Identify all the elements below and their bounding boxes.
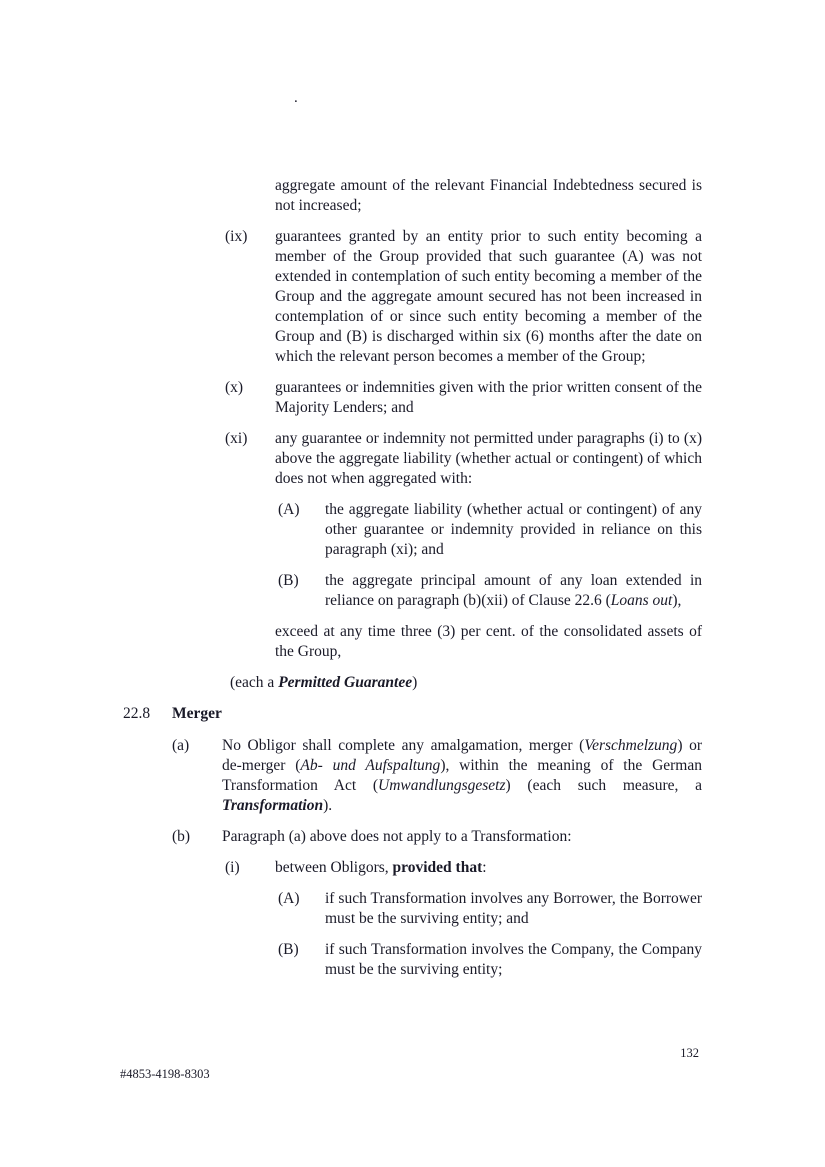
list-item-xi-text: any guarantee or indemnity not permitted under paragraphs (i) to (x) above the aggregate liability (whether actual or contingent) of which does not when aggregated with: (275, 430, 702, 487)
text-segment: ) (412, 674, 418, 691)
defined-term-line (230, 673, 702, 693)
text-segment: ), (672, 592, 682, 609)
section-heading (123, 704, 702, 724)
list-item-ix (225, 227, 702, 367)
text-segment: Umwandlungsgesetz (378, 777, 506, 794)
section-number: 22.8 (123, 705, 151, 722)
list-marker-i-B: (B) (278, 941, 299, 958)
list-item-xi-A-text: the aggregate liability (whether actual or contingent) of any other guarantee or indemnity provided in reliance on this paragraph (xi); and (325, 501, 702, 558)
paragraph-b-marker: (b) (172, 828, 191, 845)
document-content (123, 176, 702, 991)
text-segment: ). (323, 797, 333, 814)
list-marker-xi: (xi) (225, 430, 248, 447)
text-segment: Transformation (222, 797, 324, 814)
paragraph-a-marker: (a) (172, 737, 190, 754)
text-segment: ) (each such measure, a (505, 777, 702, 794)
list-marker-x: (x) (225, 379, 244, 396)
text-segment: ) or de-merger ( (222, 737, 702, 774)
list-item-xi-B-text (325, 571, 702, 611)
list-item-i-text (275, 858, 702, 878)
list-item-ix-text: guarantees granted by an entity prior to such entity becoming a member of the Group provided that such guarantee (A) was not extended in contemplation of such entity becoming a member of the Group and the aggregate amount secured has not been increased in contemplation of or since such entity becoming a member of the Group and (B) is discharged within six (6) months after the date on which the relevant person becomes a member of the Group; (275, 228, 702, 365)
paragraph-a (172, 736, 702, 816)
section-title: Merger (172, 705, 222, 722)
page-number: 132 (680, 1046, 699, 1060)
list-marker-xi-B: (B) (278, 572, 299, 589)
document-id-stamp: #4853-4198-8303 (120, 1067, 210, 1081)
text-segment: the aggregate principal amount of any loan extended in reliance on paragraph (b)(xii) of Clause 22.6 ( (325, 572, 702, 609)
list-item-i (225, 858, 702, 878)
paragraph-b (172, 827, 702, 847)
list-marker-i: (i) (225, 859, 240, 876)
paragraph-a-text (222, 736, 702, 816)
text-segment: Loans out (610, 592, 673, 609)
list-item-i-A-text: if such Transformation involves any Borrower, the Borrower must be the surviving entity; and (325, 890, 702, 927)
paragraph-continuation: aggregate amount of the relevant Financial Indebtedness secured is not increased; (275, 177, 702, 214)
text-segment: : (482, 859, 487, 876)
list-marker-ix: (ix) (225, 228, 248, 245)
text-segment: Verschmelzung (584, 737, 678, 754)
text-segment: Ab- und Aufspaltung (300, 757, 441, 774)
list-item-x-text: guarantees or indemnities given with the prior written consent of the Majority Lenders; and (275, 379, 702, 416)
text-segment: (each a (230, 674, 279, 691)
text-segment: provided that (392, 859, 483, 876)
list-item-i-A (278, 889, 702, 929)
list-item-xi-A (278, 500, 702, 560)
list-marker-xi-A: (A) (278, 501, 300, 518)
paragraph-b-text: Paragraph (a) above does not apply to a Transformation: (222, 828, 572, 845)
list-item-xi (225, 429, 702, 489)
list-item-xi-B (278, 571, 702, 611)
list-item-x (225, 378, 702, 418)
paragraph-closing-xi: exceed at any time three (3) per cent. of the consolidated assets of the Group, (275, 623, 702, 660)
text-segment: between Obligors, (275, 859, 393, 876)
list-marker-i-A: (A) (278, 890, 300, 907)
list-item-i-B (278, 940, 702, 980)
text-segment: Permitted Guarantee (278, 674, 413, 691)
list-item-i-B-text: if such Transformation involves the Company, the Company must be the surviving entity; (325, 941, 702, 978)
text-segment: ), within the meaning of the German Transformation Act ( (222, 757, 702, 794)
text-segment: No Obligor shall complete any amalgamation, merger ( (222, 737, 585, 754)
stray-mark: . (294, 90, 298, 106)
